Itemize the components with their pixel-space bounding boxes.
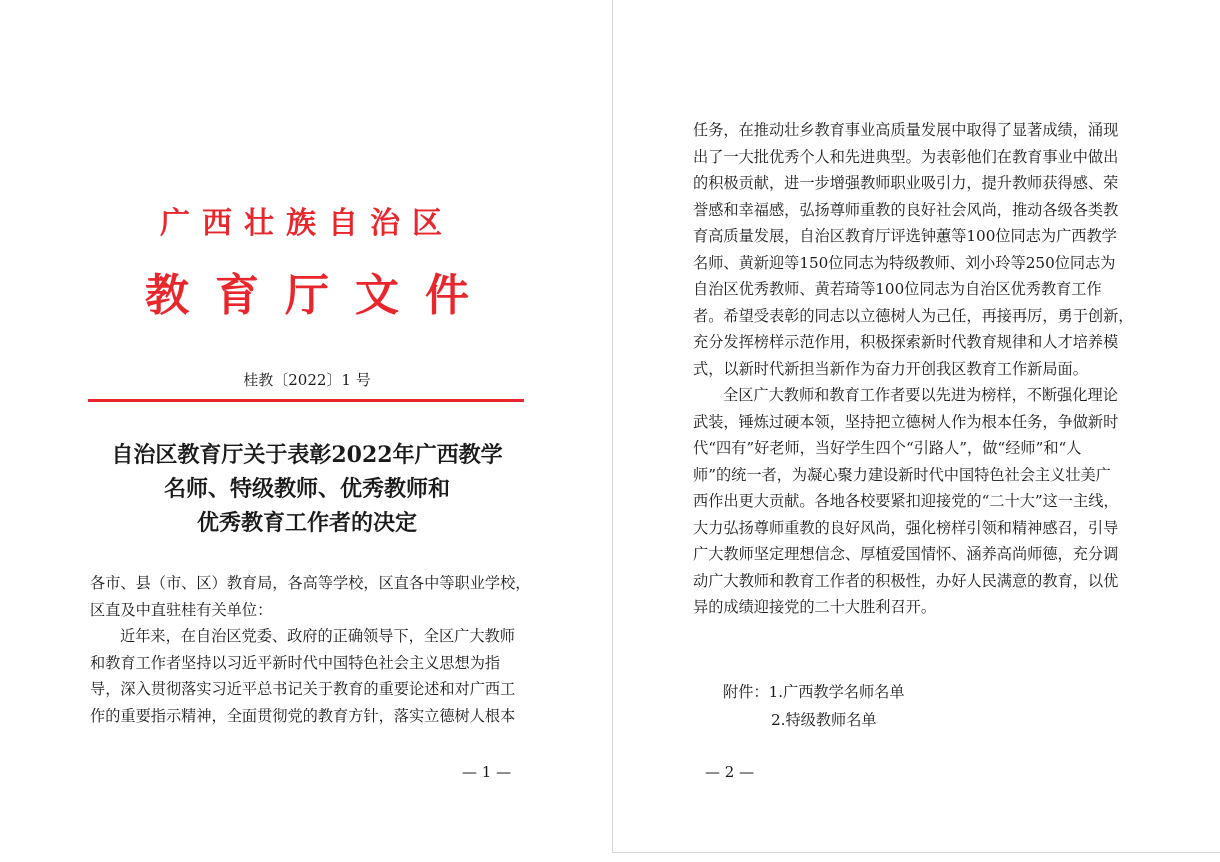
attachment-item [723, 678, 905, 706]
paragraph-line: 和教育工作者坚持以习近平新时代中国特色社会主义思想为指 [90, 653, 501, 672]
paragraph-line: 异的成绩迎接党的二十大胜利召开。 [693, 598, 936, 616]
paragraph-line: 广大教师坚定理想信念、厚植爱国情怀、涵养高尚师德，充分调 [693, 545, 1119, 563]
left-body-text [90, 570, 531, 729]
paragraph-line: 作的重要指示精神，全面贯彻党的教育方针，落实立德树人根本 [90, 706, 516, 725]
paragraph-line: 者。希望受表彰的同志以立德树人为己任，再接再厉，勇于创新， [693, 306, 1134, 325]
document-type-header: 教育厅文件 [145, 270, 495, 321]
paragraph-line: 武装，锤炼过硬本领，坚持把立德树人作为根本任务，争做新时 [693, 412, 1119, 431]
paragraph-line: 自治区优秀教师、黄若琦等100位同志为自治区优秀教育工作 [693, 280, 1102, 298]
document-number: 桂教〔2022〕1 号 [243, 371, 371, 389]
attachment-text: 2.特级教师名单 [771, 711, 877, 729]
paragraph-line: 的积极贡献，进一步增强教师职业吸引力，提升教师获得感、荣 [693, 174, 1119, 192]
paragraph-line: 大力弘扬尊师重教的良好风尚，强化榜样引领和精神感召，引导 [693, 518, 1119, 537]
attachments-label: 附件： [723, 683, 769, 701]
paragraph-line: 育高质量发展，自治区教育厅评选钟蕙等100位同志为广西教学 [693, 227, 1117, 245]
paragraph-line: 名师、黄新迎等150位同志为特级教师、刘小玲等250位同志为 [693, 253, 1116, 272]
attachment-item [723, 706, 905, 734]
issuer-name-header: 广西壮族自治区 [160, 206, 454, 241]
title-line: 优秀教育工作者的决定 [196, 510, 417, 536]
paragraph-line: 式，以新时代新担当新作为奋力开创我区教育工作新局面。 [693, 359, 1088, 378]
paragraph-line: 全区广大教师和教育工作者要以先进为榜样，不断强化理论 [723, 386, 1118, 404]
document-title [90, 438, 524, 540]
page-2 [612, 0, 1220, 853]
recipients-line: 区直及中直驻桂有关单位： [90, 600, 273, 619]
paragraph-line: 西作出更大贡献。各地各校要紧扣迎接党的“二十大”这一主线， [693, 492, 1119, 510]
paragraph-line: 誉感和幸福感，弘扬尊师重教的良好社会风尚，推动各级各类教 [693, 200, 1119, 219]
recipients-line: 各市、县（市、区）教育局，各高等学校，区直各中等职业学校， [90, 574, 531, 592]
paragraph-line: 导，深入贯彻落实习近平总书记关于教育的重要论述和对广西工 [90, 680, 516, 698]
title-line: 名师、特级教师、优秀教师和 [163, 476, 450, 502]
paragraph-line: 近年来，在自治区党委、政府的正确领导下，全区广大教师 [120, 627, 515, 645]
attachment-text: 1.广西教学名师名单 [768, 683, 905, 701]
red-divider-line [88, 399, 524, 402]
paragraph-line: 任务，在推动壮乡教育事业高质量发展中取得了显著成绩，涌现 [693, 121, 1119, 139]
paragraph-line: 充分发挥榜样示范作用，积极探索新时代教育规律和人才培养模 [693, 333, 1119, 351]
title-line: 自治区教育厅关于表彰2022年广西教学 [111, 442, 503, 468]
paragraph-line: 师”的统一者，为凝心聚力建设新时代中国特色社会主义壮美广 [693, 465, 1111, 484]
page-number: — 1 — [462, 763, 512, 781]
paragraph-line: 动广大教师和教育工作者的积极性，办好人民满意的教育，以优 [693, 571, 1119, 590]
right-body-text [693, 117, 1153, 621]
paragraph-line: 代“四有”好老师，当好学生四个“引路人”，做“经师”和“人 [693, 439, 1082, 457]
paragraph-line: 出了一大批优秀个人和先进典型。为表彰他们在教育事业中做出 [693, 147, 1119, 166]
attachments-list [723, 678, 905, 734]
page-number: — 2 — [705, 763, 755, 781]
